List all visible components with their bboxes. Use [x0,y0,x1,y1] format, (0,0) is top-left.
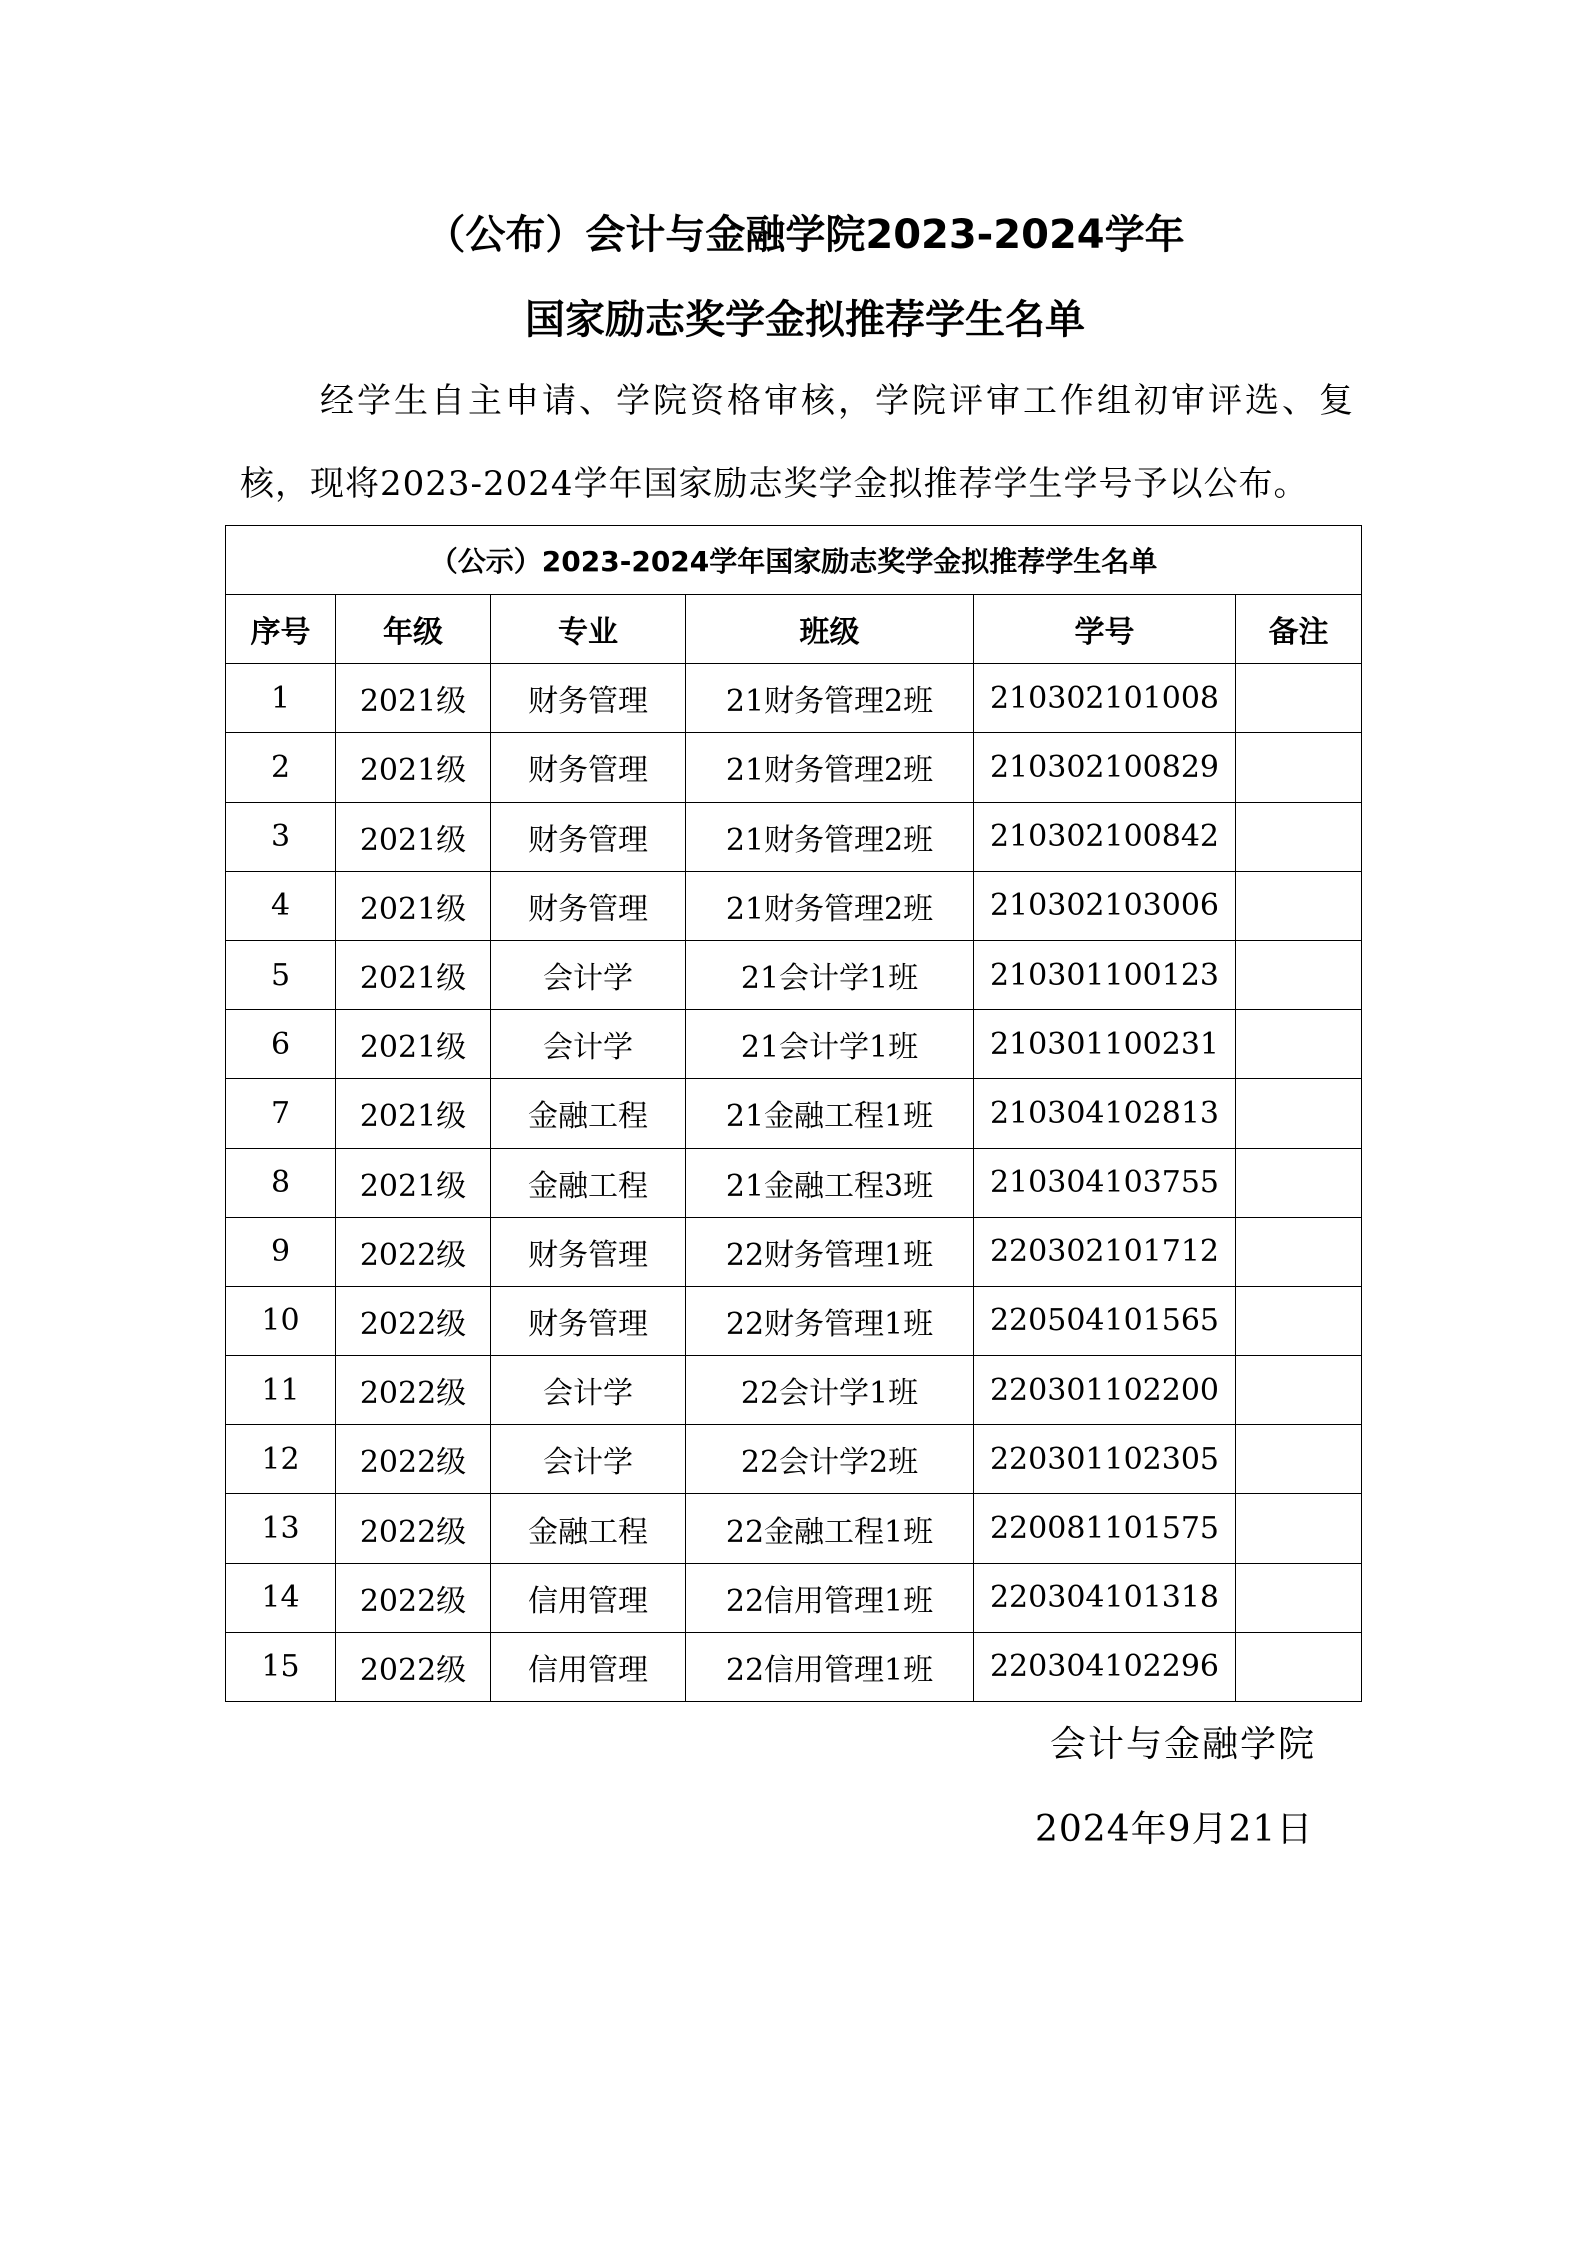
cell-index: 3 [226,802,336,871]
cell-remarks [1236,1356,1362,1425]
table-row [226,1356,1362,1425]
header-major: 专业 [491,595,686,664]
cell-index: 12 [226,1425,336,1494]
cell-class: 22财务管理1班 [686,1286,974,1355]
cell-class: 21金融工程1班 [686,1079,974,1148]
cell-remarks [1236,1632,1362,1701]
cell-student-id: 210302100829 [974,733,1236,802]
table-header-row [226,595,1362,664]
cell-major: 金融工程 [491,1079,686,1148]
cell-student-id: 210302101008 [974,664,1236,733]
signature-organization: 会计与金融学院 [1050,1724,1317,1765]
cell-remarks [1236,1217,1362,1286]
cell-index: 15 [226,1632,336,1701]
cell-grade: 2022级 [336,1563,491,1632]
table-row [226,664,1362,733]
cell-class: 21金融工程3班 [686,1148,974,1217]
cell-remarks [1236,802,1362,871]
cell-major: 财务管理 [491,802,686,871]
table-row [226,1079,1362,1148]
cell-remarks [1236,1010,1362,1079]
cell-grade: 2021级 [336,802,491,871]
cell-remarks [1236,1148,1362,1217]
cell-grade: 2021级 [336,940,491,1009]
table-caption: （公示）2023-2024学年国家励志奖学金拟推荐学生名单 [226,526,1362,595]
cell-index: 5 [226,940,336,1009]
header-grade: 年级 [336,595,491,664]
cell-remarks [1236,1425,1362,1494]
cell-remarks [1236,940,1362,1009]
table-row [226,1010,1362,1079]
cell-grade: 2022级 [336,1494,491,1563]
cell-index: 13 [226,1494,336,1563]
cell-student-id: 210304103755 [974,1148,1236,1217]
cell-class: 22信用管理1班 [686,1632,974,1701]
cell-remarks [1236,733,1362,802]
cell-class: 22会计学1班 [686,1356,974,1425]
cell-class: 21财务管理2班 [686,871,974,940]
cell-major: 财务管理 [491,1217,686,1286]
cell-index: 7 [226,1079,336,1148]
cell-grade: 2022级 [336,1356,491,1425]
cell-student-id: 220301102200 [974,1356,1236,1425]
cell-student-id: 220504101565 [974,1286,1236,1355]
cell-student-id: 220302101712 [974,1217,1236,1286]
cell-index: 6 [226,1010,336,1079]
cell-grade: 2021级 [336,871,491,940]
table-row [226,1632,1362,1701]
table-caption-row [226,526,1362,595]
cell-remarks [1236,1494,1362,1563]
table-row [226,871,1362,940]
cell-student-id: 220301102305 [974,1425,1236,1494]
cell-major: 信用管理 [491,1563,686,1632]
table-row [226,1425,1362,1494]
cell-grade: 2021级 [336,733,491,802]
cell-remarks [1236,1079,1362,1148]
cell-class: 21财务管理2班 [686,802,974,871]
table-row [226,940,1362,1009]
cell-index: 8 [226,1148,336,1217]
table-row [226,1217,1362,1286]
table-row [226,1563,1362,1632]
cell-remarks [1236,871,1362,940]
cell-student-id: 220081101575 [974,1494,1236,1563]
cell-major: 金融工程 [491,1494,686,1563]
cell-index: 11 [226,1356,336,1425]
cell-student-id: 210302103006 [974,871,1236,940]
cell-major: 财务管理 [491,733,686,802]
cell-index: 4 [226,871,336,940]
cell-student-id: 220304102296 [974,1632,1236,1701]
cell-index: 10 [226,1286,336,1355]
header-remarks: 备注 [1236,595,1362,664]
cell-class: 21会计学1班 [686,1010,974,1079]
cell-index: 1 [226,664,336,733]
cell-class: 21财务管理2班 [686,664,974,733]
cell-remarks [1236,1286,1362,1355]
cell-student-id: 210302100842 [974,802,1236,871]
cell-grade: 2021级 [336,1010,491,1079]
cell-major: 会计学 [491,1010,686,1079]
cell-student-id: 210301100123 [974,940,1236,1009]
header-index: 序号 [226,595,336,664]
cell-student-id: 210304102813 [974,1079,1236,1148]
cell-index: 2 [226,733,336,802]
cell-class: 22信用管理1班 [686,1563,974,1632]
cell-major: 会计学 [491,940,686,1009]
cell-remarks [1236,664,1362,733]
cell-grade: 2022级 [336,1425,491,1494]
table-row [226,802,1362,871]
document-title-line1: （公布）会计与金融学院2023-2024学年 [425,212,1185,258]
header-student-id: 学号 [974,595,1236,664]
table-row [226,1286,1362,1355]
signature-date: 2024年9月21日 [1035,1809,1314,1850]
intro-paragraph-line1: 经学生自主申请、学院资格审核，学院评审工作组初审评选、复 [320,381,1356,421]
cell-index: 14 [226,1563,336,1632]
cell-major: 财务管理 [491,1286,686,1355]
cell-grade: 2021级 [336,1148,491,1217]
header-class: 班级 [686,595,974,664]
intro-paragraph-line2: 核，现将2023-2024学年国家励志奖学金拟推荐学生学号予以公布。 [240,464,1309,504]
cell-grade: 2022级 [336,1286,491,1355]
cell-major: 信用管理 [491,1632,686,1701]
table-row [226,1148,1362,1217]
cell-grade: 2022级 [336,1217,491,1286]
table-body [226,664,1362,1702]
cell-major: 会计学 [491,1425,686,1494]
cell-student-id: 220304101318 [974,1563,1236,1632]
recommended-students-table [225,525,1362,1702]
cell-major: 会计学 [491,1356,686,1425]
cell-major: 财务管理 [491,664,686,733]
cell-class: 22金融工程1班 [686,1494,974,1563]
document-title-line2: 国家励志奖学金拟推荐学生名单 [525,297,1085,343]
cell-remarks [1236,1563,1362,1632]
cell-class: 22会计学2班 [686,1425,974,1494]
cell-class: 21财务管理2班 [686,733,974,802]
cell-class: 21会计学1班 [686,940,974,1009]
table-row [226,733,1362,802]
cell-grade: 2022级 [336,1632,491,1701]
cell-class: 22财务管理1班 [686,1217,974,1286]
cell-grade: 2021级 [336,1079,491,1148]
cell-grade: 2021级 [336,664,491,733]
cell-major: 财务管理 [491,871,686,940]
cell-index: 9 [226,1217,336,1286]
table-row [226,1494,1362,1563]
cell-major: 金融工程 [491,1148,686,1217]
cell-student-id: 210301100231 [974,1010,1236,1079]
